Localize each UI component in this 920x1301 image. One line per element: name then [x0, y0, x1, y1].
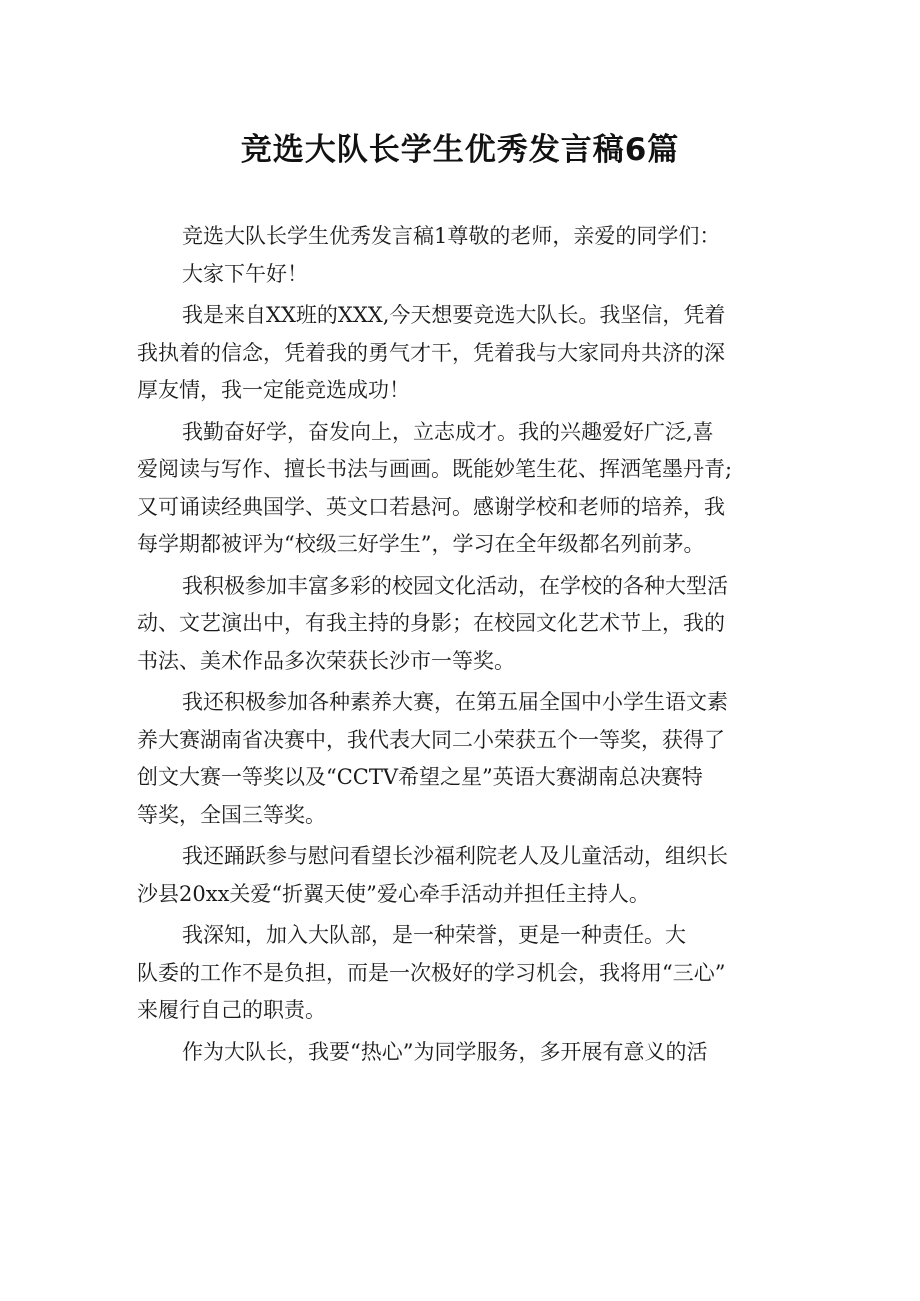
text-line: 大家下午好！	[182, 261, 308, 286]
text-line: 我是来自XX班的XXX,今天想要竞选大队长。我坚信，凭着	[182, 303, 726, 327]
text-line: 我还积极参加各种素养大赛，在第五届全国中小学生语文素	[182, 690, 728, 714]
text-line: 竞选大队长学生优秀发言稿1尊敬的老师，亲爱的同学们：	[182, 224, 721, 248]
text-line: 厚友情，我一定能竞选成功！	[137, 378, 410, 402]
text-line: 每学期都被评为“校级三好学生”，学习在全年级都名列前茅。	[137, 532, 705, 556]
text-line: 我还踊跃参与慰问看望长沙福利院老人及儿童活动，组织长	[182, 844, 728, 868]
text-line: 又可诵读经典国学、英文口若悬河。感谢学校和老师的培养，我	[137, 494, 725, 519]
text-line: 我深知，加入大队部，是一种荣誉，更是一种责任。大	[182, 923, 686, 947]
document-body	[137, 218, 797, 1071]
text-line: 爱阅读与写作、擅长书法与画画。既能妙笔生花、挥洒笔墨丹青;	[137, 457, 733, 481]
text-line: 我勤奋好学，奋发向上，立志成才。我的兴趣爱好广泛,喜	[182, 419, 714, 444]
text-line: 养大赛湖南省决赛中，我代表大同二小荣获五个一等奖，获得了	[137, 727, 725, 752]
text-line: 创文大赛一等奖以及“CCTV希望之星”英语大赛湖南总决赛特	[137, 765, 703, 789]
text-line: 等奖，全国三等奖。	[137, 802, 326, 827]
text-line: 来履行自己的职责。	[137, 998, 326, 1022]
text-line: 沙县20xx关爱“折翼天使”爱心牵手活动并担任主持人。	[137, 881, 650, 906]
text-line: 作为大队长，我要“热心”为同学服务，多开展有意义的活	[182, 1039, 708, 1064]
text-line: 书法、美术作品多次荣获长沙市一等奖。	[137, 648, 515, 673]
text-line: 我执着的信念，凭着我的勇气才干，凭着我与大家同舟共济的深	[137, 340, 725, 365]
document-title: 竞选大队长学生优秀发言稿6篇	[240, 132, 680, 168]
text-line: 动、文艺演出中，有我主持的身影；在校园文化艺术节上，我的	[137, 611, 725, 635]
text-line: 我积极参加丰富多彩的校园文化活动，在学校的各种大型活	[182, 573, 728, 598]
text-line: 队委的工作不是负担，而是一次极好的学习机会，我将用“三心”	[137, 960, 726, 985]
